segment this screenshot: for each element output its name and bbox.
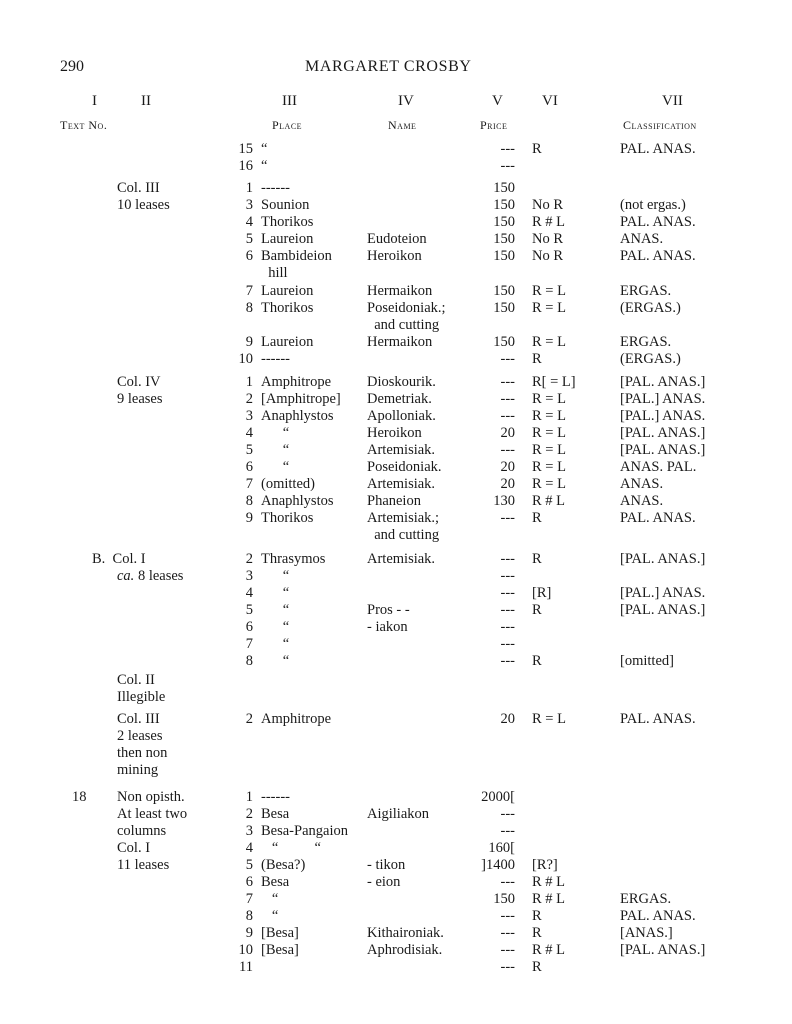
sub-heading: columns (117, 823, 167, 839)
price-cell: 20 (500, 425, 515, 441)
lease-number: 5 (245, 442, 253, 458)
price-cell: --- (500, 374, 515, 390)
place-cell: Anaphlystos (261, 493, 334, 509)
running-head: MARGARET CROSBY (305, 58, 472, 75)
name-cell: Poseidoniak. (367, 459, 442, 475)
relation-cell: R # L (532, 493, 566, 509)
classification-cell: [omitted] (620, 653, 674, 669)
sub-heading: At least two (117, 806, 188, 822)
price-cell: --- (500, 510, 515, 526)
place-cell: ------ (261, 180, 290, 196)
relation-cell: R (532, 959, 542, 975)
column-numeral-v: V (492, 93, 503, 109)
place-cell: [Amphitrope] (261, 391, 341, 407)
name-cell: Pros - - (367, 602, 410, 618)
relation-cell: R = L (532, 711, 566, 727)
price-cell: 150 (493, 231, 515, 247)
name-cell: Artemisiak.; (367, 510, 440, 526)
lease-number: 7 (245, 476, 253, 492)
classification-cell: PAL. ANAS. (620, 248, 696, 264)
lease-number: 2 (245, 806, 253, 822)
place-cell: “ (261, 141, 268, 157)
lease-number: 3 (245, 408, 253, 424)
sub-heading: 10 leases (117, 197, 170, 213)
place-cell: “ (261, 636, 290, 652)
name-cell: Hermaikon (367, 334, 433, 350)
relation-cell: R = L (532, 408, 566, 424)
name-cell: Heroikon (367, 425, 422, 441)
place-cell: “ (261, 602, 290, 618)
name-cell: Hermaikon (367, 283, 433, 299)
classification-cell: [PAL.] ANAS. (620, 391, 706, 407)
column-numeral-iv: IV (398, 93, 414, 109)
name-cell: Apolloniak. (367, 408, 436, 424)
relation-cell: R (532, 908, 542, 924)
column-numeral-iii: III (282, 93, 297, 109)
relation-cell: R (532, 551, 542, 567)
lease-number: 3 (245, 823, 253, 839)
relation-cell: R = L (532, 283, 566, 299)
place-cell: Laureion (261, 283, 314, 299)
classification-cell: (ERGAS.) (620, 300, 681, 316)
classification-cell: ANAS. (620, 476, 664, 492)
lease-number: 15 (238, 141, 253, 157)
place-cell: ------ (261, 789, 290, 805)
place-cell: Thorikos (261, 300, 314, 316)
header-classification: Classification (623, 118, 697, 132)
place-cell: “ (261, 619, 290, 635)
place-cell: (omitted) (261, 476, 315, 492)
price-cell: --- (500, 942, 515, 958)
name-cell: Aigiliakon (367, 806, 430, 822)
lease-number: 9 (245, 925, 253, 941)
sub-heading: Col. I (117, 840, 151, 856)
place-cell: Laureion (261, 231, 314, 247)
sub-heading: 2 leases (117, 728, 163, 744)
lease-number: 7 (245, 283, 253, 299)
price-cell: --- (500, 959, 515, 975)
name-cell: Artemisiak. (367, 442, 436, 458)
header-name: Name (388, 118, 417, 132)
relation-cell: R = L (532, 476, 566, 492)
lease-number: 1 (245, 180, 253, 196)
price-cell: 150 (493, 300, 515, 316)
lease-number: 8 (245, 653, 253, 669)
relation-cell: No R (532, 231, 564, 247)
relation-cell: No R (532, 197, 564, 213)
sub-heading: mining (117, 762, 159, 778)
relation-cell: R # L (532, 891, 566, 907)
price-cell: 150 (493, 214, 515, 230)
price-cell: 150 (493, 334, 515, 350)
place-cell: [Besa] (261, 925, 299, 941)
place-cell: Amphitrope (261, 711, 332, 727)
relation-cell: R (532, 653, 542, 669)
price-cell: --- (500, 908, 515, 924)
classification-cell: [PAL. ANAS.] (620, 442, 706, 458)
relation-cell: R # L (532, 214, 566, 230)
lease-number: 8 (245, 300, 253, 316)
lease-number: 1 (245, 374, 253, 390)
place-cell: (Besa?) (261, 857, 306, 873)
sub-heading (117, 568, 183, 585)
name-cell: Poseidoniak.; (367, 300, 446, 316)
price-cell: 150 (493, 248, 515, 264)
price-cell: --- (500, 408, 515, 424)
classification-cell: ANAS. PAL. (620, 459, 697, 475)
lease-number: 2 (245, 551, 253, 567)
relation-cell: R[ = L] (532, 374, 576, 390)
classification-cell: ERGAS. (620, 283, 672, 299)
place-cell: Thorikos (261, 214, 314, 230)
lease-number: 6 (245, 874, 253, 890)
name-cell: Phaneion (367, 493, 421, 509)
lease-number: 16 (238, 158, 253, 174)
price-cell: 20 (500, 459, 515, 475)
circa-abbrev: ca. (117, 568, 135, 584)
price-cell: 160[ (488, 840, 515, 856)
sub-heading: then non (117, 745, 168, 761)
sub-heading: 9 leases (117, 391, 163, 407)
name-cell: Kithaironiak. (367, 925, 444, 941)
sub-heading: Non opisth. (117, 789, 185, 805)
classification-cell: [PAL. ANAS.] (620, 374, 706, 390)
place-cell: “ (261, 908, 279, 924)
sub-heading: Col. II (117, 672, 155, 688)
column-numeral-vi: VI (542, 93, 558, 109)
lease-number: 3 (245, 568, 253, 584)
lease-number: 5 (245, 602, 253, 618)
classification-cell: ERGAS. (620, 334, 672, 350)
price-cell: 20 (500, 476, 515, 492)
price-cell: --- (500, 874, 515, 890)
lease-number: 10 (238, 942, 253, 958)
price-cell: 20 (500, 711, 515, 727)
header-text-no: Text No. (60, 118, 108, 132)
name-cell: and cutting (367, 317, 440, 333)
relation-cell: R (532, 141, 542, 157)
place-cell: “ (261, 158, 268, 174)
lease-number: 2 (245, 391, 253, 407)
lease-number: 10 (238, 351, 253, 367)
price-cell: 130 (493, 493, 515, 509)
name-cell: and cutting (367, 527, 440, 543)
place-cell: Thrasymos (261, 551, 326, 567)
place-cell: ------ (261, 351, 290, 367)
relation-cell: R (532, 510, 542, 526)
place-cell: hill (261, 265, 288, 281)
lease-number: 9 (245, 334, 253, 350)
name-cell: Heroikon (367, 248, 422, 264)
name-cell: Demetriak. (367, 391, 432, 407)
sub-heading: Col. III (117, 711, 160, 727)
classification-cell: [PAL. ANAS.] (620, 942, 706, 958)
lease-number: 6 (245, 619, 253, 635)
lease-number: 5 (245, 231, 253, 247)
classification-cell: PAL. ANAS. (620, 141, 696, 157)
classification-cell: PAL. ANAS. (620, 711, 696, 727)
classification-cell: [PAL. ANAS.] (620, 425, 706, 441)
place-cell: Laureion (261, 334, 314, 350)
name-cell: Eudoteion (367, 231, 427, 247)
place-cell: “ (261, 891, 279, 907)
lease-number: 3 (245, 197, 253, 213)
relation-cell: R (532, 602, 542, 618)
price-cell: --- (500, 141, 515, 157)
place-cell: Bambideion (261, 248, 332, 264)
text-no: 18 (72, 789, 87, 805)
classification-cell: [PAL. ANAS.] (620, 551, 706, 567)
classification-cell: PAL. ANAS. (620, 908, 696, 924)
place-cell: “ (261, 459, 290, 475)
relation-cell: R (532, 925, 542, 941)
sub-heading: Col. III (117, 180, 160, 196)
price-cell: --- (500, 636, 515, 652)
lease-number: 4 (245, 840, 253, 856)
classification-cell: ERGAS. (620, 891, 672, 907)
place-cell: Sounion (261, 197, 310, 213)
classification-cell: PAL. ANAS. (620, 510, 696, 526)
price-cell: --- (500, 568, 515, 584)
page-number: 290 (60, 58, 84, 75)
name-cell: Aphrodisiak. (367, 942, 443, 958)
classification-cell: (ERGAS.) (620, 351, 681, 367)
relation-cell: R # L (532, 942, 566, 958)
place-cell: “ (261, 442, 290, 458)
price-cell: 2000[ (481, 789, 515, 805)
relation-cell: R = L (532, 334, 566, 350)
sub-heading: Illegible (117, 689, 166, 705)
price-cell: --- (500, 619, 515, 635)
name-cell: - eion (367, 874, 401, 890)
price-cell: 150 (493, 283, 515, 299)
header-price: Price (480, 118, 508, 132)
name-cell: Artemisiak. (367, 476, 436, 492)
classification-cell: ANAS. (620, 231, 664, 247)
price-cell: --- (500, 925, 515, 941)
lease-number: 9 (245, 510, 253, 526)
place-cell: “ (261, 425, 290, 441)
lease-number: 7 (245, 636, 253, 652)
price-cell: --- (500, 602, 515, 618)
place-cell: Anaphlystos (261, 408, 334, 424)
place-cell: Besa-Pangaion (261, 823, 348, 839)
classification-cell: [ANAS.] (620, 925, 673, 941)
lease-number: 5 (245, 857, 253, 873)
header-place: Place (272, 118, 303, 132)
classification-cell: [PAL.] ANAS. (620, 585, 706, 601)
column-numeral-ii: II (141, 93, 151, 109)
classification-cell: PAL. ANAS. (620, 214, 696, 230)
classification-cell: ANAS. (620, 493, 664, 509)
lease-number: 4 (245, 585, 253, 601)
place-cell: Amphitrope (261, 374, 332, 390)
place-cell: [Besa] (261, 942, 299, 958)
sub-heading: B. Col. I (92, 551, 146, 567)
place-cell: “ “ (261, 840, 321, 856)
name-cell: Artemisiak. (367, 551, 436, 567)
classification-cell: [PAL.] ANAS. (620, 408, 706, 424)
relation-cell: R (532, 351, 542, 367)
lease-number: 8 (245, 908, 253, 924)
price-cell: --- (500, 823, 515, 839)
price-cell: --- (500, 806, 515, 822)
lease-number: 6 (245, 248, 253, 264)
price-cell: --- (500, 158, 515, 174)
lease-number: 2 (245, 711, 253, 727)
place-cell: Thorikos (261, 510, 314, 526)
price-cell: --- (500, 585, 515, 601)
relation-cell: No R (532, 248, 564, 264)
sub-heading: 11 leases (117, 857, 170, 873)
relation-cell: [R?] (532, 857, 558, 873)
sub-heading: Col. IV (117, 374, 161, 390)
lease-number: 8 (245, 493, 253, 509)
name-cell: - iakon (367, 619, 408, 635)
price-cell: --- (500, 391, 515, 407)
lease-number: 4 (245, 425, 253, 441)
relation-cell: R = L (532, 459, 566, 475)
lease-number: 6 (245, 459, 253, 475)
lease-number: 4 (245, 214, 253, 230)
lease-number: 11 (239, 959, 253, 975)
price-cell: --- (500, 653, 515, 669)
lease-number: 1 (245, 789, 253, 805)
classification-cell: [PAL. ANAS.] (620, 602, 706, 618)
lease-number: 7 (245, 891, 253, 907)
price-cell: 150 (493, 891, 515, 907)
classification-cell: (not ergas.) (620, 197, 686, 213)
place-cell: Besa (261, 806, 290, 822)
price-cell: 150 (493, 197, 515, 213)
relation-cell: [R] (532, 585, 552, 601)
place-cell: “ (261, 585, 290, 601)
price-cell: --- (500, 551, 515, 567)
relation-cell: R = L (532, 300, 566, 316)
name-cell: - tikon (367, 857, 406, 873)
column-numeral-vii: VII (662, 93, 683, 109)
name-cell: Dioskourik. (367, 374, 436, 390)
price-cell: 150 (493, 180, 515, 196)
place-cell: Besa (261, 874, 290, 890)
price-cell: --- (500, 442, 515, 458)
relation-cell: R = L (532, 391, 566, 407)
price-cell: ]1400 (481, 857, 515, 873)
relation-cell: R # L (532, 874, 566, 890)
column-numeral-i: I (92, 93, 97, 109)
place-cell: “ (261, 653, 290, 669)
place-cell: “ (261, 568, 290, 584)
price-cell: --- (500, 351, 515, 367)
relation-cell: R = L (532, 442, 566, 458)
relation-cell: R = L (532, 425, 566, 441)
lease-count: 8 leases (134, 568, 184, 584)
